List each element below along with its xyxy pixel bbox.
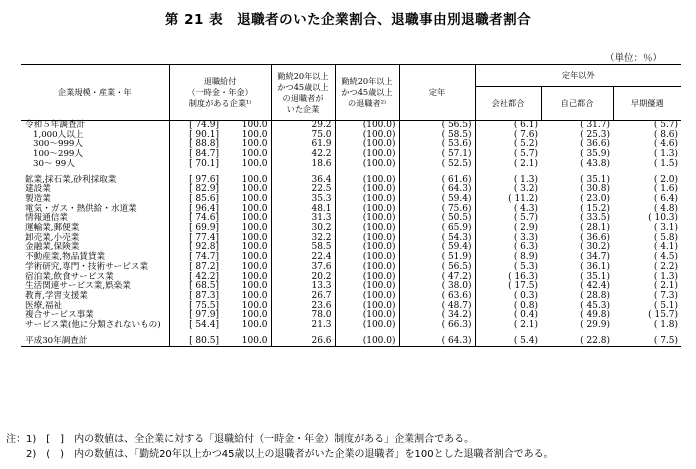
cell-c1: [ 90.1] bbox=[189, 129, 219, 140]
cell-c4: (100.0) bbox=[335, 160, 399, 170]
header-category: 企業規模・産業・年 bbox=[21, 65, 169, 121]
cell-c6: ( 11.2) bbox=[508, 193, 539, 204]
row-label: 医療,福祉 bbox=[21, 302, 169, 312]
cell-c6: ( 0.4) bbox=[513, 310, 539, 321]
table-row bbox=[21, 321, 681, 331]
cell-c3: 26.7 bbox=[271, 292, 335, 302]
cell-c6: ( 5.3) bbox=[513, 261, 539, 272]
footnotes bbox=[6, 432, 554, 462]
cell-c8: ( 10.3) bbox=[648, 213, 679, 224]
row-label: 建設業 bbox=[21, 185, 169, 195]
cell-c7: ( 35.1) bbox=[580, 174, 611, 185]
cell-c8: ( 1.8) bbox=[653, 320, 679, 331]
cell-c4: (100.0) bbox=[335, 176, 399, 186]
cell-c4: (100.0) bbox=[335, 292, 399, 302]
cell-c5: ( 58.5) bbox=[399, 131, 475, 141]
cell-c2: 100.0 bbox=[225, 176, 271, 186]
cell-c4: (100.0) bbox=[335, 150, 399, 160]
cell-c2: 100.0 bbox=[225, 282, 271, 292]
cell-c6: ( 2.1) bbox=[513, 158, 539, 169]
cell-c8: ( 4.6) bbox=[653, 139, 679, 150]
cell-c4: (100.0) bbox=[335, 337, 399, 347]
cell-c5: ( 59.4) bbox=[399, 195, 475, 205]
cell-c7: ( 30.8) bbox=[580, 184, 611, 195]
cell-c1: [ 70.1] bbox=[189, 158, 219, 169]
cell-c8: ( 1.5) bbox=[653, 158, 679, 169]
cell-c2: 100.0 bbox=[225, 195, 271, 205]
cell-c1: [ 68.5] bbox=[189, 281, 219, 292]
cell-c2: 100.0 bbox=[225, 337, 271, 347]
cell-c1: [ 82.9] bbox=[189, 184, 219, 195]
cell-c5: ( 64.3) bbox=[399, 337, 475, 347]
cell-c3: 23.6 bbox=[271, 302, 335, 312]
row-label: 1,000人以上 bbox=[21, 131, 169, 141]
cell-c3: 36.4 bbox=[271, 176, 335, 186]
cell-c2: 100.0 bbox=[225, 311, 271, 321]
cell-c6: ( 6.1) bbox=[513, 120, 539, 130]
retirement-table bbox=[21, 64, 681, 347]
cell-c7: ( 42.4) bbox=[580, 281, 611, 292]
cell-c1: [ 54.4] bbox=[189, 320, 219, 331]
cell-c8: ( 1.3) bbox=[653, 149, 679, 160]
cell-c5: ( 54.3) bbox=[399, 234, 475, 244]
cell-c8: ( 7.5) bbox=[613, 337, 681, 347]
cell-c6: ( 2.1) bbox=[513, 320, 539, 331]
cell-c4: (100.0) bbox=[335, 234, 399, 244]
cell-c6: ( 3.3) bbox=[513, 232, 539, 243]
cell-c3: 29.2 bbox=[271, 121, 335, 131]
cell-c2: 100.0 bbox=[225, 131, 271, 141]
cell-c8: ( 4.1) bbox=[653, 242, 679, 253]
cell-c6: ( 0.3) bbox=[513, 290, 539, 301]
cell-c8: ( 1.3) bbox=[653, 271, 679, 282]
cell-c5: ( 52.5) bbox=[399, 160, 475, 170]
cell-c8: ( 6.4) bbox=[653, 193, 679, 204]
cell-c5: ( 61.6) bbox=[399, 176, 475, 186]
cell-c3: 22.5 bbox=[271, 185, 335, 195]
cell-c8: ( 4.8) bbox=[653, 203, 679, 214]
cell-c3: 30.2 bbox=[271, 224, 335, 234]
cell-c6: ( 8.9) bbox=[513, 252, 539, 263]
row-label: 100～299人 bbox=[21, 150, 169, 160]
row-label: 製造業 bbox=[21, 195, 169, 205]
row-label: 鉱業,採石業,砂利採取業 bbox=[21, 176, 169, 186]
footnote-1: 注：1) [ ] 内の数値は、全企業に対する「退職給付（一時金・年金）制度がある」企業割合である。 bbox=[6, 434, 475, 445]
header-souki: 早期優遇 bbox=[613, 87, 681, 121]
cell-c2: 100.0 bbox=[225, 224, 271, 234]
cell-c5: ( 63.6) bbox=[399, 292, 475, 302]
header-jiko: 自己都合 bbox=[541, 87, 613, 121]
cell-c6: ( 2.9) bbox=[513, 223, 539, 234]
cell-c5: ( 38.0) bbox=[399, 282, 475, 292]
cell-c1: [ 97.6] bbox=[189, 174, 219, 185]
cell-c6: ( 3.2) bbox=[513, 184, 539, 195]
cell-c7: ( 29.9) bbox=[580, 320, 611, 331]
header-col2: 勤続20年以上 かつ45歳以上 の退職者が いた企業 bbox=[271, 65, 335, 121]
cell-c7: ( 28.1) bbox=[580, 223, 611, 234]
cell-c3: 35.3 bbox=[271, 195, 335, 205]
cell-c7: ( 22.8) bbox=[541, 337, 613, 347]
header-kaisha: 会社都合 bbox=[475, 87, 541, 121]
cell-c2: 100.0 bbox=[225, 205, 271, 215]
cell-c7: ( 36.6) bbox=[580, 139, 611, 150]
cell-c7: ( 35.1) bbox=[580, 271, 611, 282]
cell-c4: (100.0) bbox=[335, 263, 399, 273]
cell-c1: [ 87.3] bbox=[189, 290, 219, 301]
cell-c4: (100.0) bbox=[335, 140, 399, 150]
cell-c6: ( 4.3) bbox=[513, 203, 539, 214]
row-label: 複合サービス事業 bbox=[21, 311, 169, 321]
cell-c1: [ 75.5] bbox=[189, 300, 219, 311]
cell-c5: ( 64.3) bbox=[399, 185, 475, 195]
cell-c3: 32.2 bbox=[271, 234, 335, 244]
cell-c7: ( 43.8) bbox=[580, 158, 611, 169]
cell-c1: [ 74.9] bbox=[189, 120, 219, 130]
cell-c4: (100.0) bbox=[335, 214, 399, 224]
header-col1: 退職給付 （一時金・年金） 制度がある企業¹⁾ bbox=[169, 65, 271, 121]
cell-c8: ( 4.5) bbox=[653, 252, 679, 263]
cell-c2: 100.0 bbox=[225, 243, 271, 253]
cell-c3: 78.0 bbox=[271, 311, 335, 321]
cell-c4: (100.0) bbox=[335, 302, 399, 312]
cell-c5: ( 51.9) bbox=[399, 253, 475, 263]
cell-c1: [ 85.6] bbox=[189, 193, 219, 204]
row-label: 平成30年調査計 bbox=[21, 337, 169, 347]
cell-c6: ( 5.7) bbox=[513, 149, 539, 160]
cell-c6: ( 0.8) bbox=[513, 300, 539, 311]
table-row bbox=[21, 160, 681, 170]
cell-c4: (100.0) bbox=[335, 321, 399, 331]
cell-c6: ( 5.7) bbox=[513, 213, 539, 224]
cell-c2: 100.0 bbox=[225, 160, 271, 170]
header-col3: 勤続20年以上 かつ45歳以上 の退職者²⁾ bbox=[335, 65, 399, 121]
cell-c1: [ 97.9] bbox=[189, 310, 219, 321]
row-label: 卸売業,小売業 bbox=[21, 234, 169, 244]
cell-c6: ( 7.6) bbox=[513, 129, 539, 140]
cell-c2: 100.0 bbox=[225, 214, 271, 224]
cell-c2: 100.0 bbox=[225, 234, 271, 244]
cell-c8: ( 5.7) bbox=[653, 120, 679, 130]
cell-c4: (100.0) bbox=[335, 121, 399, 131]
cell-c8: ( 15.7) bbox=[648, 310, 679, 321]
cell-c4: (100.0) bbox=[335, 273, 399, 283]
cell-c5: ( 75.6) bbox=[399, 205, 475, 215]
cell-c1: [ 77.4] bbox=[189, 232, 219, 243]
cell-c5: ( 47.2) bbox=[399, 273, 475, 283]
cell-c3: 75.0 bbox=[271, 131, 335, 141]
cell-c6: ( 1.3) bbox=[513, 174, 539, 185]
cell-c2: 100.0 bbox=[225, 140, 271, 150]
cell-c7: ( 35.9) bbox=[580, 149, 611, 160]
cell-c1: [ 42.2] bbox=[189, 271, 219, 282]
cell-c6: ( 5.2) bbox=[513, 139, 539, 150]
cell-c5: ( 53.6) bbox=[399, 140, 475, 150]
row-label: 金融業,保険業 bbox=[21, 243, 169, 253]
cell-c5: ( 56.5) bbox=[399, 121, 475, 131]
cell-c7: ( 45.3) bbox=[580, 300, 611, 311]
cell-c4: (100.0) bbox=[335, 243, 399, 253]
cell-c7: ( 33.5) bbox=[580, 213, 611, 224]
cell-c7: ( 34.7) bbox=[580, 252, 611, 263]
cell-c1: [ 80.5] bbox=[169, 337, 225, 347]
cell-c6: ( 17.5) bbox=[508, 281, 539, 292]
cell-c1: [ 74.7] bbox=[189, 252, 219, 263]
row-label: 学術研究,専門・技術サービス業 bbox=[21, 263, 169, 273]
cell-c4: (100.0) bbox=[335, 224, 399, 234]
cell-c4: (100.0) bbox=[335, 311, 399, 321]
cell-c5: ( 59.4) bbox=[399, 243, 475, 253]
row-label: 生活関連サービス業,娯楽業 bbox=[21, 282, 169, 292]
cell-c4: (100.0) bbox=[335, 253, 399, 263]
row-label: 電気・ガス・熱供給・水道業 bbox=[21, 205, 169, 215]
cell-c7: ( 28.8) bbox=[580, 290, 611, 301]
cell-c3: 18.6 bbox=[271, 160, 335, 170]
cell-c3: 37.6 bbox=[271, 263, 335, 273]
cell-c1: [ 74.6] bbox=[189, 213, 219, 224]
cell-c5: ( 50.5) bbox=[399, 214, 475, 224]
footnote-2: 2) ( ) 内の数値は、「勤続20年以上かつ45歳以上の退職者がいた企業の退職者」を100とした退職者割合である。 bbox=[6, 449, 554, 460]
cell-c4: (100.0) bbox=[335, 205, 399, 215]
row-label: 30～ 99人 bbox=[21, 160, 169, 170]
cell-c2: 100.0 bbox=[225, 292, 271, 302]
cell-c3: 42.2 bbox=[271, 150, 335, 160]
cell-c3: 21.3 bbox=[271, 321, 335, 331]
cell-c4: (100.0) bbox=[335, 185, 399, 195]
cell-c5: ( 34.2) bbox=[399, 311, 475, 321]
row-label: 令和５年調査計 bbox=[21, 121, 169, 131]
cell-c1: [ 96.4] bbox=[189, 203, 219, 214]
cell-c7: ( 36.1) bbox=[580, 261, 611, 272]
unit-label: （単位：％） bbox=[604, 53, 662, 64]
cell-c8: ( 5.8) bbox=[653, 232, 679, 243]
cell-c3: 61.9 bbox=[271, 140, 335, 150]
cell-c3: 13.3 bbox=[271, 282, 335, 292]
cell-c3: 20.2 bbox=[271, 273, 335, 283]
cell-c8: ( 2.1) bbox=[653, 281, 679, 292]
cell-c8: ( 7.3) bbox=[653, 290, 679, 301]
cell-c5: ( 65.9) bbox=[399, 224, 475, 234]
cell-c8: ( 2.0) bbox=[653, 174, 679, 185]
table-body bbox=[21, 121, 681, 347]
cell-c7: ( 36.6) bbox=[580, 232, 611, 243]
page-title: 第 21 表 退職者のいた企業割合、退職事由別退職者割合 bbox=[164, 12, 532, 28]
cell-c2: 100.0 bbox=[225, 253, 271, 263]
table-row bbox=[21, 337, 681, 347]
cell-c8: ( 5.1) bbox=[653, 300, 679, 311]
cell-c8: ( 8.6) bbox=[653, 129, 679, 140]
cell-c1: [ 88.8] bbox=[189, 139, 219, 150]
cell-c3: 22.4 bbox=[271, 253, 335, 263]
cell-c2: 100.0 bbox=[225, 185, 271, 195]
row-label: 不動産業,物品賃貸業 bbox=[21, 253, 169, 263]
cell-c8: ( 1.6) bbox=[653, 184, 679, 195]
header-teinen-igai: 定年以外 bbox=[475, 65, 681, 87]
row-label: サービス業(他に分類されないもの) bbox=[21, 321, 169, 331]
cell-c2: 100.0 bbox=[225, 263, 271, 273]
cell-c3: 48.1 bbox=[271, 205, 335, 215]
cell-c6: ( 5.4) bbox=[475, 337, 541, 347]
cell-c7: ( 31.7) bbox=[580, 120, 611, 130]
row-label: 情報通信業 bbox=[21, 214, 169, 224]
row-label: 運輸業,郵便業 bbox=[21, 224, 169, 234]
cell-c4: (100.0) bbox=[335, 131, 399, 141]
cell-c1: [ 84.7] bbox=[189, 149, 219, 160]
cell-c5: ( 56.5) bbox=[399, 263, 475, 273]
cell-c3: 26.6 bbox=[271, 337, 335, 347]
cell-c3: 31.3 bbox=[271, 214, 335, 224]
cell-c4: (100.0) bbox=[335, 282, 399, 292]
cell-c7: ( 49.8) bbox=[580, 310, 611, 321]
cell-c7: ( 23.0) bbox=[580, 193, 611, 204]
cell-c7: ( 30.2) bbox=[580, 242, 611, 253]
cell-c6: ( 16.3) bbox=[508, 271, 539, 282]
cell-c1: [ 92.8] bbox=[189, 242, 219, 253]
cell-c2: 100.0 bbox=[225, 302, 271, 312]
cell-c1: [ 87.2] bbox=[189, 261, 219, 272]
cell-c1: [ 69.9] bbox=[189, 223, 219, 234]
cell-c5: ( 57.1) bbox=[399, 150, 475, 160]
cell-c2: 100.0 bbox=[225, 321, 271, 331]
cell-c3: 58.5 bbox=[271, 243, 335, 253]
cell-c5: ( 66.3) bbox=[399, 321, 475, 331]
row-label: 宿泊業,飲食サービス業 bbox=[21, 273, 169, 283]
row-label: 300～999人 bbox=[21, 140, 169, 150]
cell-c2: 100.0 bbox=[225, 273, 271, 283]
cell-c7: ( 15.2) bbox=[580, 203, 611, 214]
cell-c7: ( 25.3) bbox=[580, 129, 611, 140]
header-teinen: 定年 bbox=[399, 65, 475, 121]
cell-c2: 100.0 bbox=[225, 121, 271, 131]
cell-c4: (100.0) bbox=[335, 195, 399, 205]
cell-c8: ( 3.1) bbox=[653, 223, 679, 234]
cell-c8: ( 2.2) bbox=[653, 261, 679, 272]
cell-c6: ( 6.3) bbox=[513, 242, 539, 253]
row-label: 教育,学習支援業 bbox=[21, 292, 169, 302]
cell-c2: 100.0 bbox=[225, 150, 271, 160]
cell-c5: ( 48.7) bbox=[399, 302, 475, 312]
